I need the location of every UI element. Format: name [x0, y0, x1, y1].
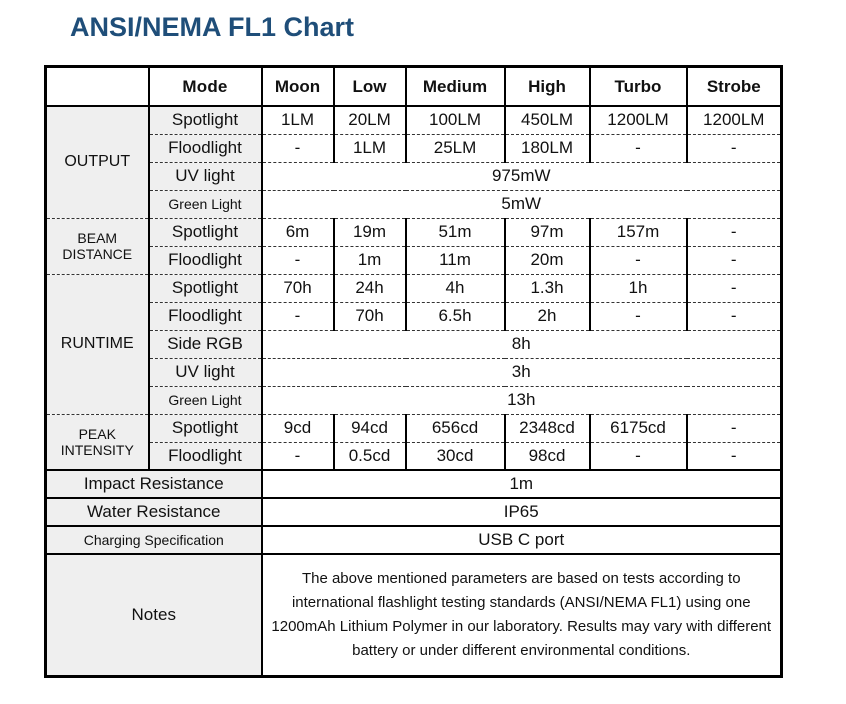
- value-cell: 24h: [334, 274, 406, 302]
- value-cell: 70h: [334, 302, 406, 330]
- value-cell: 98cd: [505, 442, 590, 470]
- value-cell: 180LM: [505, 134, 590, 162]
- value-cell: 51m: [406, 218, 505, 246]
- value-cell: 4h: [406, 274, 505, 302]
- table-row: [46, 246, 782, 274]
- mode-label-cell: Spotlight: [149, 414, 262, 442]
- value-cell: 70h: [262, 274, 334, 302]
- summary-label-charging-specification: Charging Specification: [46, 526, 262, 554]
- col-header-mode: Mode: [149, 67, 262, 107]
- section-label-beam-distance: BEAM DISTANCE: [46, 218, 149, 274]
- table-row: [46, 526, 782, 554]
- value-cell: 11m: [406, 246, 505, 274]
- value-cell: -: [590, 302, 687, 330]
- mode-label-cell: Green Light: [149, 386, 262, 414]
- value-cell: 1200LM: [590, 106, 687, 134]
- mode-label-cell: Green Light: [149, 190, 262, 218]
- value-cell: 20LM: [334, 106, 406, 134]
- table-row: [46, 218, 782, 246]
- table-row: [46, 554, 782, 677]
- value-cell: 6m: [262, 218, 334, 246]
- value-cell: -: [262, 442, 334, 470]
- value-cell: -: [687, 414, 782, 442]
- value-cell: -: [590, 442, 687, 470]
- mode-label-cell: Floodlight: [149, 134, 262, 162]
- value-cell: -: [687, 246, 782, 274]
- col-header-moon: Moon: [262, 67, 334, 107]
- value-cell: 1200LM: [687, 106, 782, 134]
- mode-label-cell: Floodlight: [149, 442, 262, 470]
- value-cell: 1h: [590, 274, 687, 302]
- value-cell: -: [687, 218, 782, 246]
- table-row: [46, 470, 782, 498]
- value-cell: 94cd: [334, 414, 406, 442]
- value-cell: -: [262, 134, 334, 162]
- header-row: [46, 67, 782, 107]
- merged-value-cell: 3h: [262, 358, 782, 386]
- value-cell: 1LM: [334, 134, 406, 162]
- section-label-runtime: RUNTIME: [46, 274, 149, 414]
- value-cell: 0.5cd: [334, 442, 406, 470]
- value-cell: -: [687, 134, 782, 162]
- value-cell: 1.3h: [505, 274, 590, 302]
- table-row: [46, 190, 782, 218]
- mode-label-cell: Floodlight: [149, 246, 262, 274]
- col-header-strobe: Strobe: [687, 67, 782, 107]
- summary-label-impact-resistance: Impact Resistance: [46, 470, 262, 498]
- table-row: [46, 358, 782, 386]
- summary-value-cell: IP65: [262, 498, 782, 526]
- col-header-medium: Medium: [406, 67, 505, 107]
- value-cell: 6.5h: [406, 302, 505, 330]
- table-row: [46, 302, 782, 330]
- value-cell: 6175cd: [590, 414, 687, 442]
- table-row: [46, 386, 782, 414]
- value-cell: 1LM: [262, 106, 334, 134]
- mode-label-cell: Spotlight: [149, 274, 262, 302]
- value-cell: -: [262, 246, 334, 274]
- page-title: ANSI/NEMA FL1 Chart: [70, 12, 355, 42]
- section-label-output: OUTPUT: [46, 106, 149, 218]
- summary-value-cell: USB C port: [262, 526, 782, 554]
- mode-label-cell: Floodlight: [149, 302, 262, 330]
- notes-label: Notes: [46, 554, 262, 677]
- value-cell: 450LM: [505, 106, 590, 134]
- value-cell: 20m: [505, 246, 590, 274]
- summary-label-water-resistance: Water Resistance: [46, 498, 262, 526]
- col-header-turbo: Turbo: [590, 67, 687, 107]
- mode-label-cell: UV light: [149, 162, 262, 190]
- value-cell: 25LM: [406, 134, 505, 162]
- value-cell: -: [262, 302, 334, 330]
- mode-label-cell: Spotlight: [149, 106, 262, 134]
- table-row: [46, 162, 782, 190]
- merged-value-cell: 13h: [262, 386, 782, 414]
- merged-value-cell: 975mW: [262, 162, 782, 190]
- value-cell: 100LM: [406, 106, 505, 134]
- value-cell: -: [590, 246, 687, 274]
- value-cell: -: [590, 134, 687, 162]
- value-cell: 157m: [590, 218, 687, 246]
- merged-value-cell: 5mW: [262, 190, 782, 218]
- mode-label-cell: Side RGB: [149, 330, 262, 358]
- col-header-high: High: [505, 67, 590, 107]
- value-cell: 656cd: [406, 414, 505, 442]
- value-cell: 97m: [505, 218, 590, 246]
- value-cell: 19m: [334, 218, 406, 246]
- notes-text: The above mentioned parameters are based on tests according to international flashlight testing standards (ANSI/NEMA FL1) using one 1200mAh Lithium Polymer in our laboratory. Results may vary with different battery or under different environmental conditions.: [262, 554, 782, 677]
- table-row: [46, 414, 782, 442]
- value-cell: 1m: [334, 246, 406, 274]
- value-cell: 2h: [505, 302, 590, 330]
- table-row: [46, 274, 782, 302]
- table-row: [46, 106, 782, 134]
- section-label-peak-intensity: PEAK INTENSITY: [46, 414, 149, 470]
- mode-label-cell: Spotlight: [149, 218, 262, 246]
- table-row: [46, 330, 782, 358]
- table-row: [46, 442, 782, 470]
- value-cell: 9cd: [262, 414, 334, 442]
- table-row: [46, 134, 782, 162]
- value-cell: -: [687, 274, 782, 302]
- value-cell: -: [687, 442, 782, 470]
- value-cell: -: [687, 302, 782, 330]
- value-cell: 2348cd: [505, 414, 590, 442]
- summary-value-cell: 1m: [262, 470, 782, 498]
- col-header-low: Low: [334, 67, 406, 107]
- fl1-spec-table: [44, 65, 783, 678]
- mode-label-cell: UV light: [149, 358, 262, 386]
- corner-cell: [46, 67, 149, 107]
- table-row: [46, 498, 782, 526]
- merged-value-cell: 8h: [262, 330, 782, 358]
- value-cell: 30cd: [406, 442, 505, 470]
